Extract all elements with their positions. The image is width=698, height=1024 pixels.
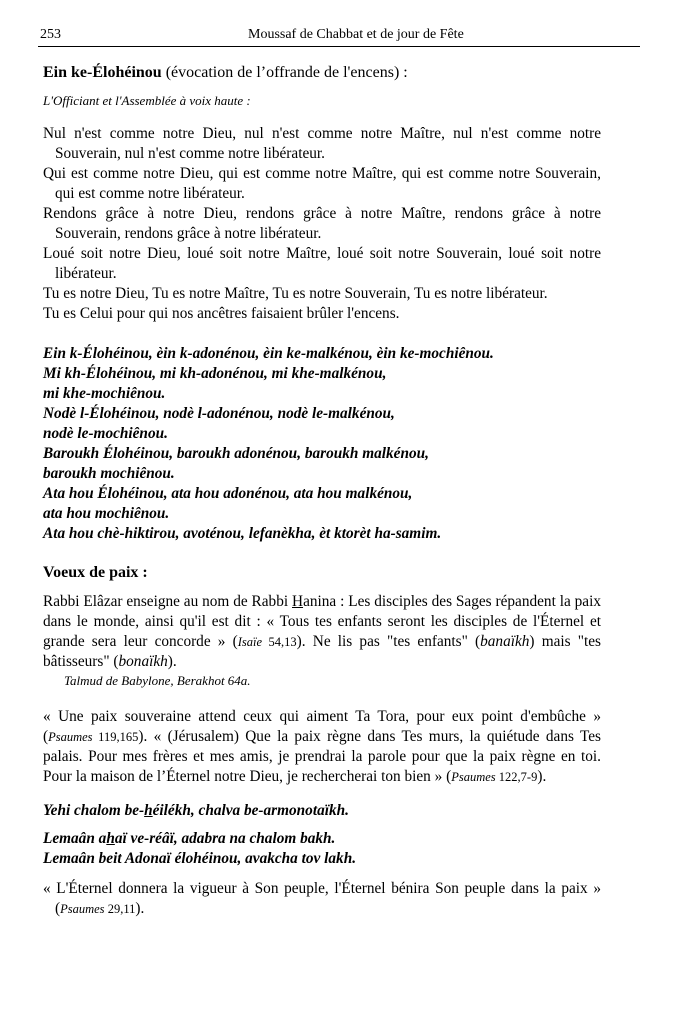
translit-line: mi khe-mochiênou. bbox=[43, 385, 166, 402]
french-verse-3: Rendons grâce à notre Dieu, rendons grâce à notre Maître, rendons grâce à notre Souverain, rendons grâce à notre libérateur. bbox=[43, 205, 601, 242]
french-verse-6: Tu es Celui pour qui nos ancêtres faisaient brûler l'encens. bbox=[43, 305, 400, 322]
text-run: « Une paix souveraine attend ceux qui aiment Ta Tora, pour eux point d'embûche » bbox=[43, 708, 601, 725]
text-run: Yehi chalom be- bbox=[43, 802, 145, 819]
text-run: ). bbox=[167, 653, 177, 670]
text-run: anina : Les disciples des Sages répandent la paix dans le monde, ainsi qu'il est dit : « Tous tes enfants seront les disciples de l'Éternel et grande sera leur concorde » bbox=[43, 593, 601, 650]
underlined-letter: H bbox=[292, 593, 304, 610]
translit-line: Ein k-Élohéinou, èin k-adonénou, èin ke-malkénou, èin ke-mochiênou. bbox=[43, 345, 494, 362]
translit-line: nodè le-mochiênou. bbox=[43, 425, 168, 442]
text-run: aï ve-réâï, adabra na chalom bakh. bbox=[114, 830, 336, 847]
underlined-letter: h bbox=[144, 802, 153, 819]
scripture-ref-book: Isaïe bbox=[237, 635, 263, 649]
text-run: Lemaân a bbox=[43, 830, 107, 847]
scripture-ref-number: 29,11 bbox=[104, 902, 136, 916]
running-title: Moussaf de Chabbat et de jour de Fête bbox=[248, 27, 464, 42]
rabbi-elazar-paragraph: Rabbi Elâzar enseigne au nom de Rabbi Hanina : Les disciples des Sages répandent la paix dans le monde, ainsi qu'il est dit : « Tous tes enfants seront les disciples de l'Éternel et grande sera leur concorde » (Isaïe 54,13). Ne lis pas "tes enfants" (banaïkh) mais "tes bâtisseurs" (bonaïkh). bbox=[43, 593, 602, 670]
translit-line: Baroukh Élohéinou, baroukh adonénou, baroukh malkénou, bbox=[43, 445, 429, 462]
text-run: ) mais "tes bâtisseurs" ( bbox=[43, 633, 602, 670]
transliteration-verses bbox=[43, 344, 601, 544]
text-run: « L'Éternel donnera la vigueur à Son peuple, l'Éternel bénira Son peuple dans la paix » bbox=[43, 880, 601, 897]
french-verse-2: Qui est comme notre Dieu, qui est comme notre Maître, qui est comme notre Souverain, qui est comme notre libérateur. bbox=[43, 165, 601, 202]
lemaan-line-1 bbox=[43, 829, 601, 849]
text-run: . bbox=[542, 768, 547, 785]
scripture-ref-book: Psaumes bbox=[60, 902, 105, 916]
scripture-ref-number: 122,7-9 bbox=[495, 770, 538, 784]
scripture-ref-book: Psaumes bbox=[451, 770, 496, 784]
text-run: . Ne lis pas "tes enfants" ( bbox=[301, 633, 481, 650]
translit-line: ata hou mochiênou. bbox=[43, 505, 170, 522]
scripture-ref-number: 119,165 bbox=[92, 730, 139, 744]
hebrew-word: bonaïkh bbox=[118, 653, 168, 670]
translit-line: Mi kh-Élohéinou, mi kh-adonénou, mi khe-malkénou, bbox=[43, 365, 387, 382]
french-verses bbox=[43, 124, 601, 324]
psalm-29-paragraph: « L'Éternel donnera la vigueur à Son peuple, l'Éternel bénira Son peuple dans la paix » (Psaumes 29,11). bbox=[43, 880, 601, 917]
scripture-ref-book: Psaumes bbox=[48, 730, 93, 744]
text-run: Rabbi Elâzar enseigne au nom de Rabbi bbox=[43, 593, 292, 610]
text-run: . bbox=[140, 900, 145, 917]
lemaan-line-2: Lemaân beit Adonaï élohéinou, avakcha tov lakh. bbox=[43, 850, 357, 867]
page-number: 253 bbox=[40, 27, 61, 42]
translit-line: Ata hou Élohéinou, ata hou adonénou, ata hou malkénou, bbox=[43, 485, 413, 502]
scripture-ref-number: 54,13 bbox=[262, 635, 297, 649]
translit-line: Nodè l-Élohéinou, nodè l-adonénou, nodè le-malkénou, bbox=[43, 405, 395, 422]
page-body bbox=[43, 62, 601, 919]
hebrew-word: banaïkh bbox=[480, 633, 530, 650]
page-header bbox=[38, 26, 640, 47]
voeux-heading: Voeux de paix : bbox=[43, 564, 148, 581]
ein-kelohenou-subtitle: (évocation de l’offrande de l'encens) : bbox=[165, 64, 408, 81]
rubric-instruction: L'Officiant et l'Assemblée à voix haute : bbox=[43, 93, 251, 108]
yehi-chalom-line bbox=[43, 801, 601, 821]
ein-kelohenou-title: Ein ke-Élohéinou bbox=[43, 64, 162, 81]
peace-psalms-paragraph: « Une paix souveraine attend ceux qui aiment Ta Tora, pour eux point d'embûche » (Psaumes 119,165). « (Jérusalem) Que la paix règne dans Tes murs, la quiétude dans Tes palais. Pour mes frères et mes amis, je prendrai la parole pour que la paix règne en toi. Pour la maison de l’Éternel notre Dieu, je rechercherai ton bien » (Psaumes 122,7-9). bbox=[43, 708, 601, 785]
underlined-letter: h bbox=[106, 830, 115, 847]
text-run: . « (Jérusalem) Que la paix règne dans Tes murs, la quiétude dans Tes palais. Pour mes frères et mes amis, je prendrai la parole pour que la paix règne en toi. Pour la maison de l’Éternel notre Dieu, je rechercherai ton bien » bbox=[43, 728, 601, 785]
text-run: éilékh, chalva be-armonotaïkh. bbox=[152, 802, 349, 819]
french-verse-1: Nul n'est comme notre Dieu, nul n'est comme notre Maître, nul n'est comme notre Souverain, nul n'est comme notre libérateur. bbox=[43, 125, 601, 162]
french-verse-4: Loué soit notre Dieu, loué soit notre Maître, loué soit notre Souverain, loué soit notre libérateur. bbox=[43, 245, 601, 282]
translit-line: baroukh mochiênou. bbox=[43, 465, 175, 482]
translit-line: Ata hou chè-hiktirou, avoténou, lefanèkha, èt ktorèt ha-samim. bbox=[43, 525, 442, 542]
ein-kelohenou-heading bbox=[43, 62, 601, 84]
french-verse-5: Tu es notre Dieu, Tu es notre Maître, Tu es notre Souverain, Tu es notre libérateur. bbox=[43, 285, 548, 302]
talmud-source: Talmud de Babylone, Berakhot 64a. bbox=[64, 673, 251, 688]
